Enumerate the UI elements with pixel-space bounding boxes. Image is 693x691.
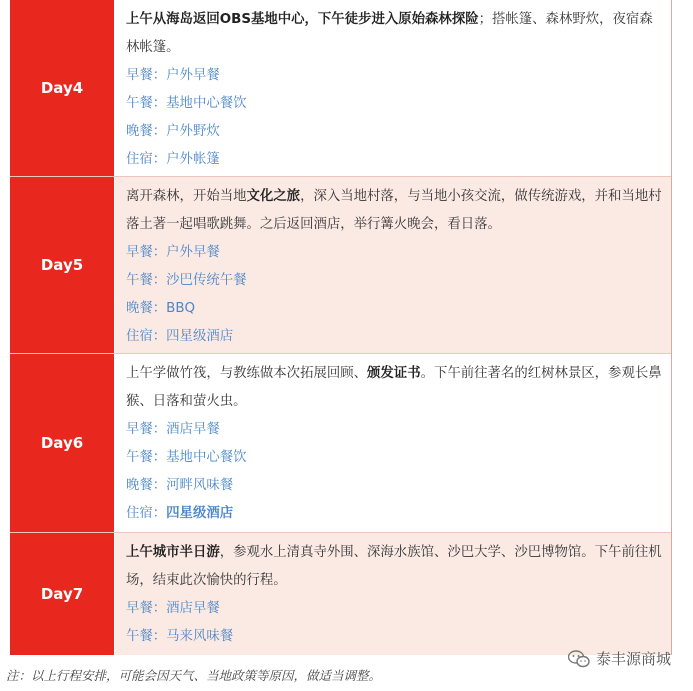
meal-dinner: 晚餐：河畔风味餐 xyxy=(126,478,234,493)
meal-breakfast: 早餐：户外早餐 xyxy=(126,68,220,83)
meal-lodging: 住宿：户外帐篷 xyxy=(126,152,220,167)
day-description xyxy=(126,360,663,416)
day-description xyxy=(126,539,663,595)
meal-lodging xyxy=(126,500,663,528)
footnote: 注：以上行程安排，可能会因天气、当地政策等原因，做适当调整。 xyxy=(6,668,382,683)
day-label: Day5 xyxy=(10,177,115,353)
desc-bold: 文化之旅 xyxy=(246,189,301,204)
desc-text: ，深入当地村落，与当地小孩交流，做传统游戏，并和当地村落土著一起唱歌跳舞。之后返回酒店，举行篝火晚会，看日落。 xyxy=(126,189,662,232)
desc-text: ；搭帐篷、森林野炊，夜宿森林帐篷。 xyxy=(126,12,653,55)
meal-lunch: 午餐：沙巴传统午餐 xyxy=(126,273,247,288)
desc-text: ，参观水上清真寺外围、深海水族馆、沙巴大学、沙巴博物馆。下午前往机场，结束此次愉快的行程。 xyxy=(126,545,662,588)
meal-dinner: 晚餐：户外野炊 xyxy=(126,124,220,139)
desc-bold: 颁发证书 xyxy=(367,366,421,381)
day-content xyxy=(115,533,671,655)
wechat-icon xyxy=(568,650,590,668)
itinerary-row-day5 xyxy=(10,177,671,354)
desc-text: 上午学做竹筏，与教练做本次拓展回顾、 xyxy=(126,366,368,381)
day-content xyxy=(115,0,671,176)
meal-breakfast: 早餐：酒店早餐 xyxy=(126,601,220,616)
day-description xyxy=(126,183,663,239)
meal-bold: 四星级酒店 xyxy=(166,506,234,521)
day-label: Day6 xyxy=(10,354,115,532)
itinerary-row-day6 xyxy=(10,354,671,533)
desc-text: 。下午前往著名的红树林景区，参观长鼻猴、日落和萤火虫。 xyxy=(126,366,662,409)
day-label: Day7 xyxy=(10,533,115,655)
meal-breakfast: 早餐：酒店早餐 xyxy=(126,422,220,437)
meal-breakfast: 早餐：户外早餐 xyxy=(126,245,220,260)
desc-bold: 上午从海岛返回OBS基地中心，下午徒步进入原始森林探险 xyxy=(126,12,479,27)
desc-text: 离开森林，开始当地 xyxy=(126,189,247,204)
itinerary-row-day4 xyxy=(10,0,671,177)
desc-bold: 上午城市半日游 xyxy=(126,545,220,560)
meal-dinner: 晚餐：BBQ xyxy=(126,301,196,316)
meal-prefix: 住宿： xyxy=(126,506,167,521)
itinerary-table xyxy=(10,0,672,655)
day-description xyxy=(126,6,663,62)
brand-watermark xyxy=(568,648,671,669)
meal-lunch: 午餐：基地中心餐饮 xyxy=(126,450,247,465)
meal-lodging: 住宿：四星级酒店 xyxy=(126,329,234,344)
day-content xyxy=(115,354,671,532)
meal-lunch: 午餐：马来风味餐 xyxy=(126,629,234,644)
day-label: Day4 xyxy=(10,0,115,176)
brand-name: 泰丰源商城 xyxy=(595,650,671,668)
day-content xyxy=(115,177,671,353)
meal-lunch: 午餐：基地中心餐饮 xyxy=(126,96,247,111)
itinerary-row-day7 xyxy=(10,533,671,655)
